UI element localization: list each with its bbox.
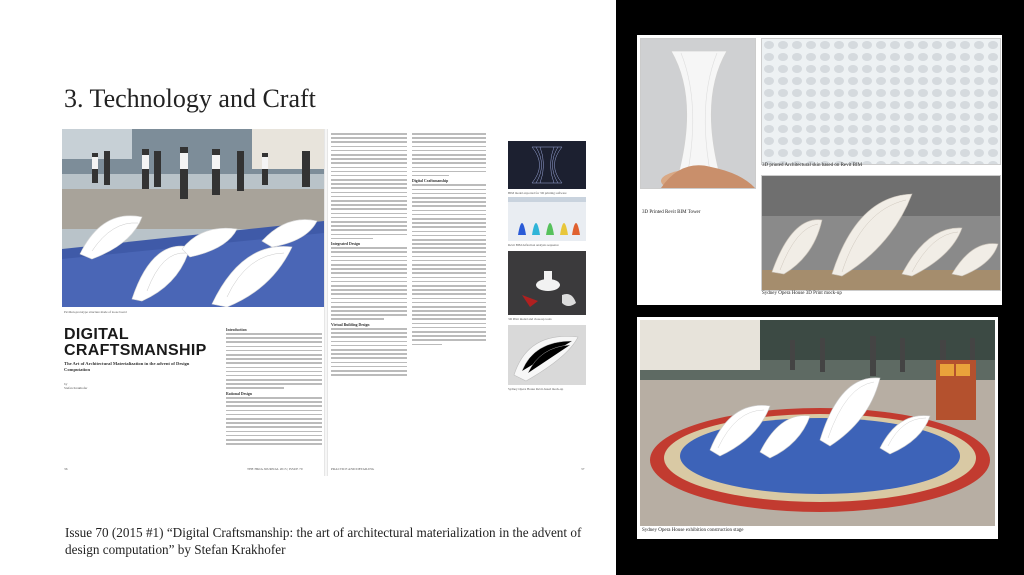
slide-title: 3. Technology and Craft (64, 84, 316, 113)
article-subtitle: The Art of Architectural Materialization in the advent of Design Computation (64, 361, 190, 372)
figure-caption-2: Revit BIM deflection analysis sequence (508, 243, 559, 247)
right-caption-4: Sydney Opera House exhibition construction stage (642, 528, 744, 533)
introduction-heading: Introduction (226, 328, 247, 332)
printed-skin-photo (761, 38, 1001, 165)
author-by: by (64, 382, 68, 386)
article-title (64, 327, 207, 358)
footer-left-journal: THE HKIA JOURNAL 2015 | ISSUE 70 (247, 467, 303, 471)
magazine-right-page (328, 129, 591, 476)
bim-wireframe-figure (508, 141, 586, 189)
exhibition-construction-photo (640, 320, 995, 526)
footer-right-label: PRACTICE AND DETAILING (331, 467, 375, 471)
print-tools-figure (508, 251, 586, 315)
printed-tower-photo (640, 38, 756, 189)
article-title-line2: CRAFTSMANSHIP (64, 341, 207, 359)
footer-left-page-number: 36 (64, 467, 68, 471)
right-caption-1: 3D printed Architectural skin based on Revit BIM (762, 163, 863, 168)
photo-caption: Pavilion-prototype structure made of loose board (64, 310, 127, 314)
article-title-line1: DIGITAL (64, 326, 129, 343)
text-column-1 (331, 133, 407, 463)
author-block (64, 382, 87, 390)
revit-deflection-figure (508, 197, 586, 241)
intro-column (226, 325, 322, 465)
magazine-spread (62, 129, 591, 476)
slide-right-panel (616, 0, 1024, 575)
footer-right-page-number: 37 (581, 467, 585, 471)
right-caption-3: Sydney Opera House 3D Print mock-up (762, 291, 842, 296)
rational-design-heading: Rational Design (226, 392, 252, 397)
pavilion-photo (62, 129, 324, 307)
opera-mockup-figure (508, 325, 586, 385)
integrated-design-heading: Integrated Design (331, 242, 361, 247)
figure-caption-4: Sydney Opera House Revit-based mock-up (508, 387, 564, 391)
figure-caption-1: BIM model exported for 3D printing software (508, 191, 567, 195)
figure-caption-3: 3D Print model and close-up tools (508, 317, 552, 321)
digital-craftsmanship-heading: Digital Craftsmanship (412, 179, 449, 184)
author-name: Stefan Krakhofer (64, 386, 88, 390)
virtual-building-heading: Virtual Building Design (331, 323, 370, 328)
opera-house-print-photo (761, 175, 1001, 291)
magazine-left-page (62, 129, 324, 476)
slide-caption: Issue 70 (2015 #1) “Digital Craftsmanship: the art of architectural materialization in the advent of design computation” by Stefan Krakhofer (65, 525, 582, 557)
right-caption-2: 3D Printed Revit BIM Tower (642, 210, 701, 215)
text-column-2 (412, 133, 486, 463)
